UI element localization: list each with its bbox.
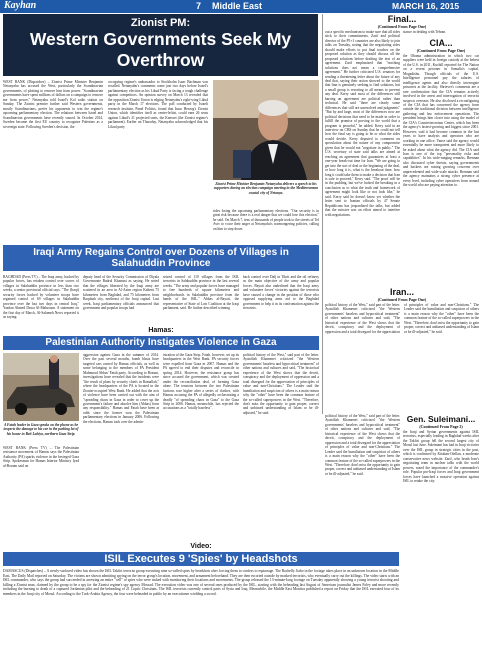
section-title: Middle East xyxy=(212,1,263,11)
iraq-headline: Iraqi Army Regains Control over Dozens of Villages in Salahuddin Province xyxy=(33,247,289,269)
cia-continued: (Continued From Page One) xyxy=(416,48,466,53)
iran-text-right xyxy=(325,303,479,413)
iraq-headline-box xyxy=(3,245,319,271)
zionist-kicker: Zionist PM: xyxy=(130,17,191,29)
netanyahu-photo xyxy=(213,80,319,180)
gen-text: the Iraqi and Syrian governments against ISIL terrorists, especially leading in Baghdad weeks after the Takfiri group fell the second largest city of Mosul last June. Suleimani has had in Iraqi victories over the ISIL group in strategic cities in the past, which is confirmed by Kitaban-Otellan, a moderate conservative news website. Zarif, who heads Iran's negotiating team in nuclear talks with the world powers, noted the importance of the commander's role. Popular pro-Iraqi forces and Iraqi government forces have launched a massive operation against ISIL to retake the city. xyxy=(403,430,479,483)
iraq-col4: back control over Dalj in Tikrit and the oil refinery as the main objective of the army and popular forces. Bayati also underlined that the Iraqi army and volunteer forces' victories against the terrorists have caused a change in the position of those who opposed supplying arms aid to the Baghdad government to help it in its confrontation against the terrorists. xyxy=(243,275,319,311)
hamas-col3: istration of the Gaza Strip. Fatah, however, set up its headquarters in the West Bank. PA security forces were expelled from Gaza in 2007. Hamas and the PA agreed to end their disputes and reconcile in spring 2014. However, the resistance group has since accused the government, which was created under the reconciliation deal, of forming Gaza alone. The tensions between the two Palestinian factions rose higher after a series of clashes, with Hamas accusing the PA of allegedly orchestrating a deadly "of spreading chaos in Gaza" to the Gaza Strip in 2006. Hamas, meanwhile, has rejected the accusations as a "totally baseless". xyxy=(163,353,239,411)
masthead-logo: Kayhan xyxy=(4,0,37,11)
iran-lower-body: political history of the West," said part of the letter. Ayatollah Khamenei criticized "the Western governments' baseless and hypocritical treatment" of other nations and cultures and said, "The historical experience of the West shows that the deceit, conspiracy and the deployment of oppression and a total disregard for the appreciation of principles of value and non-Christians." The Leader said the humiliation and suspicion of others is a main reason why the "other" have been the common feature of the so-called superpowers in the West. "Therefore, don't miss the opportunity to gain proper, correct and unbiased understanding of Islam or be ill-adjusted," he said. xyxy=(325,414,400,476)
car-photo-art xyxy=(3,353,79,421)
page-number: 7 xyxy=(196,1,202,11)
iraq-col1: BAGHDAD (Press TV) – The Iraqi army, backed by popular forces, has retaken control over scores of villages in Salahuddin province in less than two weeks, a senior provincial official says. "The (Iraqi) security forces backed by volunteer troops have regained control of 69 villages in Salahuddin province over the last two days in central Iraq," Yazdan Ahmed Dawa Al-Mahzoum. A statement on the first day of March, Al-Salameh News reported it as saying: xyxy=(3,275,79,320)
netanyahu-photo-art xyxy=(213,80,319,180)
zionist-headline-box xyxy=(3,14,318,76)
final-title: Final... xyxy=(387,14,417,24)
zionist-col2: occupying regime's ambassador to Stockholm Isaac Bachman was recalled. Netanyahu's comments come just two days before Israel's parliamentary election as his Likud Party is facing a tough challenge against competitors. An opinion survey on March 13 revealed that the opposition Zionist Union is edging Netanyahu's right-wing Likud party in the March 17 elections. The poll conducted by Israeli research institute, Panel Politics, found that Isaac Herzog's Zionist Union, which identifies itself as center-leftist, could earn 26 seats against Likud's 21 projected seats, the Knesset (the Zionist regime's parliament). Earlier on Thursday, Netanyahu acknowledged that his Likud party xyxy=(108,80,208,129)
iran-text: political history of the West," said part of the letter. Ayatollah Khamenei criticized "the Western governments' baseless and hypocritical treatment" of other nations and cultures and said, "The historical experience of the West shows that the deceit, conspiracy and the deployment of oppression and a total disregard for the appreciation of principles of value and non-Christians." The Leader said the humiliation and suspicion of others is a main reason why the "other" have been the common feature of the so-called superpowers in the West. "Therefore, don't miss the opportunity to gain proper, correct and unbiased understanding of Islam or be ill-adjusted," he said. xyxy=(243,353,319,415)
isil-headline-box xyxy=(3,552,399,566)
gen-continued: (Continued From Page 2) xyxy=(419,424,463,429)
hamas-headline: Palestinian Authority Instigates Violence in Gaza xyxy=(45,337,277,348)
isil-headline: ISIL Executes 9 'Spies' by Headshots xyxy=(104,553,298,565)
final-text: out a specific mechanism to make sure that all sides stick to their commitments. Zarif and political director of the P5+1 countries are also likely to join talks on Tuesday, noting that the negotiating sides should make efforts to put final touches on the proposed solution as they should discuss all the proposed solutions before drafting the text of an agreement. Zarif emphasized that "reaching solutions does not mean a comprehensive agreement." He further criticized U.S. senators for sending a threatening letter about the future of any deal that, saying their action showed to the world that Iran is genuinely seeking to find solutions, but a small group is resorting to all means to prevent any deal. Kerry said most of the differences still barring an agreement are political rather than technical. He said "there are clearly some differences that still are unresolved and judgments" "But by and large, most of the differences now are political decisions that need to be made in order to fulfill the promise of proving to the world that a program is peaceful," he added. Kerry said in an interview on CBS on Sunday that he could not tell how the final say is going to be or what the sides would decide. Kerry disputed to comment on speculation about the nature of any compromise given that he would not "negotiate in public." The U.S. secretary of state said talks are aimed at reaching an agreement that guarantees at least a one-year break-out time for Iran. "We are going to get into the sort of deal or the beginning of the deal, or how long it is, what is the breakout time, how long it could take them to make a decision that Iran is safe to proceed," Kerry said. "The proof will be in the pudding, but we've looked the breaking in a conclusion as to what the truth and framework of agreement might look like or not look like," he said. Kerry said he doesn't know yet whether the letter sent to Iranian officials by 47 Senate Republicans has jeopardized the talks, but added that the missive was an effort aimed to interfere with negotiations. xyxy=(325,30,400,217)
zionist-col3: rides losing the upcoming parliamentary elections. "Our security is in great risk because there is a real danger that we could lose this election," he said. On March 7, tens of thousands of people took to the streets of Tel Aviv to voice their anger at Netanyahu's warmongering policies, calling on him to step down. xyxy=(213,209,319,231)
column-divider xyxy=(322,14,323,414)
hamas-caption: A Fatah leader in Gaza speaks on the phone as he inspects the damage to his car in the parking lot of his house in Beit Lahiya, northern Gaza Strip. xyxy=(3,423,79,436)
issue-date: MARCH 16, 2015 xyxy=(392,1,460,11)
hamas-kicker: Hamas: xyxy=(148,327,174,334)
zionist-headline: Western Governments Seek My Overthrow xyxy=(29,29,292,70)
iraq-col2: deputy head of the Security Commission of Diyala Governorate Badrul Khamasi as saying. He noted that the villages liberated by the Iraqi army are scattered in an area in Al-Azim region Kaltent 75 kilometers from Baghdad, and 75 kilometers from Baqubah city, northeast of the Iraqi capital. Last week, Iraqi parliamentary officials announced that government and popular troops had xyxy=(83,275,159,311)
hamas-col1: WEST BANK (Press TV) – The Palestinian resistance movement of Hamas says the Palestinian Authority (PA) sparks violence in the besieged Gaza Strip. Spokesman for Hamas Interior Ministry Iyad al-Bozum said on xyxy=(3,446,79,468)
iran-title: Iran... xyxy=(389,287,414,297)
isil-kicker: Video: xyxy=(190,543,212,550)
iran-continued: (Continued From Page One) xyxy=(377,297,427,302)
final-continued: (Continued From Page One) xyxy=(377,24,427,29)
masthead xyxy=(0,0,482,13)
isil-text: DAMASCUS (Dispatches) – A newly-surfaced video has shown the ISIL Takfiri terrorist group executing nine so-called spies by headshots after forcing them to confess to espionage. The Rachelly Jiabo in the footage takes place in an unknown location in the Middle East, The Daily Mail reported on Saturday. The victims are shown admitting spying on the terror group's location, movement, and armament beforehand. They are then escorted outside by masked terrorists, who eventually carry out the killings. The video starts with an ISIL commander, who says the group had succeeded in arresting an entire "cell" of spies who were tasked with monitoring their locations and movements. The group released the 13-minute-long footage on Tuesday apparently showing a young terrorist shooting and killing a Zionist man, claimed by the group to be a spy for the Zionist regime's spy agency Mossad. The execution video was one of several ones produced by the ISIL, starting with the beheading last August of American journalist James Foley and more recently including the burning to death of a captured Jordanian pilot and the beheading of 21 Coptic Christians. The ISIL terrorists currently control parts of Syria and Iraq. Meanwhile, the Middle East Monitor published a report on Friday that the ISIL executed four of its members in the Iraqi city of Mosul. According to the Turk-Arabia Agency, the four were beheaded in public by an executioner wielding a sword. xyxy=(3,569,399,596)
final-tail: stance in dealing with Tehran. xyxy=(403,30,447,34)
car-photo xyxy=(3,353,79,421)
cia-title: CIA... xyxy=(429,38,453,48)
iraq-col3: seized control of 110 villages from the ISIL terrorists in Salahuddin province in the last several weeks. "The army and popular forces have managed to free hundreds of square kilometers and neighborhoods in Salahuddin province from the hands of the ISIL," Abbas al-Bayati, the representative of State of Law Coalition at the Iraqi parliament, said. He further described winning xyxy=(163,275,239,311)
iran-lower xyxy=(325,414,400,544)
cia-text: the Obama administration in which two car suppliers were held in foreign custody at the behest of the U.S. in 2011, Kuchill reported for The Nation on a recent prisoner in Somalia's capital, Mogadishu. Though officials of the U.S. Intelligence personnel pay the salaries of intelligence agents and also directly interrogate prisoners at the facility. Shriever's comments are a rare confirmation that the CIA remains actively involved in the arrest and interrogation of terrorist suspects overseas. He also disclosed a reconfiguring of the CIA that has concerned the agency from outside the traditional division between intelligence gathering and law enforcement operations. The president brings him closer into using the model of the CIA's Counterterrorism Center, which has been the agency's fastest-growing and biggest since 2001. However, said it had become common in the last years to have analysts and operators who are working in one office. Vance said the agency would essentially be more transparent and more likely to be asked about what the agency did. The CIA said Iran is one of the top "personality risks and capabilities". In his wide-ranging remarks, Brennan also discussed cyber threats, saying governments and hackers are raising growing concerns over unprecedented and wide-scale attacks. Brennan said the agency maintains a strong cyber presence at every level, including cyber operatives from around the world who are paying attention to. xyxy=(403,54,479,188)
zionist-col1: WEST BANK (Dispatches) – Zionist Prime Minister Benjamin Netanyahu has accused the West, particularly the Scandinavian governments, of plotting to remove him from power. "Scandinavian governments have spent millions of dollars on a campaign to remove me from power," Netanyahu told Israel's Kol radio station on Sunday. The Zionist premier further said Western governments, mostly Scandinavians, prefer his opponents to win the regime's upcoming parliamentary election. The relations between Israel and Scandinavian governments have recently soured. In October 2014, Sweden became the first EU country to recognize Palestine as a sovereign state. Following Sweden's decision, the xyxy=(3,80,103,129)
zionist-caption: Zionist Prime Minister Benjamin Netanyahu delivers a speech to his supporters during an election campaign meeting in the Mediterranean coastal city of Netanya. xyxy=(213,182,319,195)
gen-title: Gen. Suleimani... xyxy=(406,414,476,424)
iran-text-right-body: political history of the West," said part of the letter. Ayatollah Khamenei criticized "the Western governments' baseless and hypocritical treatment" of other nations and cultures and said, "The historical experience of the West shows that the deceit, conspiracy and the deployment of oppression and a total disregard for the appreciation of principles of value and non-Christians." The Leader said the humiliation and suspicion of others is a main reason why the "other" have been the common feature of the so-called superpowers in the West. "Therefore, don't miss the opportunity to gain proper, correct and unbiased understanding of Islam or be ill-adjusted," he said. xyxy=(325,303,479,334)
hamas-headline-box xyxy=(3,336,319,350)
hamas-col2: aggression against Gaza in the summer of 2014. Over the past several months, bomb blasts have targeted cars owned by Hamas officials, as well as some belonging to the members of PA President Mahmoud Abbas' Fatah party. According to Bozum, investigations have revealed that the incidents were "the result of plans by security chiefs in Ramallah," where the headquarters of the PA is located in the Zionist-occupied West Bank. He added that the acts of violence have been carried out with the aim of "spreading chaos in Gaza in order to cover up the government's failure and absolve him (Abbas) from any responsibility." Hamas and Fatah have been at odds since the former won the Palestinian parliamentary elections in January 2006. Following the elections, Hamas took over the admin- xyxy=(83,353,159,424)
